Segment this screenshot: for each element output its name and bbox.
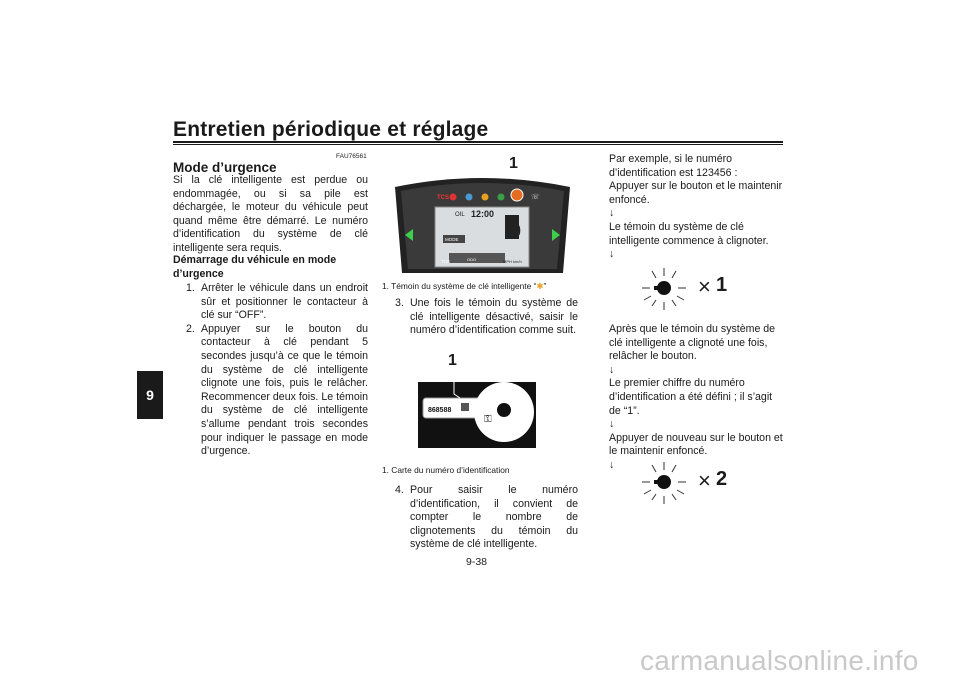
page-number: 9-38 — [466, 556, 488, 568]
step-item: 2. Appuyer sur le bouton du contacteur à clé pendant 5 secondes jusqu’à ce que le témoin du système de clé intelligente clignote une fois, puis le relâcher. Recommencer deux fois. Le témoin du système de clé intelligente s’allume pendant trois secondes pour indiquer le passage en mode d’urgence. — [186, 322, 368, 458]
instruction-blink-start: Le témoin du système de clé intelligente commence à clignoter. — [609, 220, 769, 247]
arrow-down: ↓ — [609, 363, 615, 376]
arrow-down: ↓ — [609, 458, 615, 471]
blink-figure-2 — [640, 460, 750, 510]
page-title: Entretien périodique et réglage — [173, 118, 489, 141]
subheading: Démarrage du véhicule en mode d’urgence — [173, 254, 337, 280]
svg-text:TCS: TCS — [437, 195, 449, 201]
figure2-caption: 1. Carte du numéro d’identification — [382, 465, 510, 475]
id-card-image — [418, 352, 536, 450]
key-icon: ⚿ — [484, 414, 492, 425]
arrow-down: ↓ — [609, 418, 615, 431]
step-item: 4. Pour saisir le numéro d’identification, il convient de compter le nombre de clignotements du témoin du système de clé intelligente. — [395, 484, 578, 551]
svg-text:☏: ☏ — [531, 194, 540, 201]
example-paragraph: Par exemple, si le numéro d’identification est 123456 : — [609, 153, 738, 179]
step-item: 1. Arrêter le véhicule dans un endroit sûr et positionner le contacteur à clé sur “OFF”. — [186, 282, 368, 322]
instruction-release: Après que le témoin du système de clé intelligente a clignoté une fois, relâcher le bouton. — [609, 323, 776, 363]
arrow-down: ↓ — [609, 207, 615, 220]
svg-text:TCS: TCS — [441, 259, 450, 264]
chapter-tab: 9 — [137, 371, 163, 419]
right-column-top — [609, 153, 785, 262]
right-column-middle — [609, 323, 785, 473]
times-sign: × — [698, 274, 711, 299]
blinking-key-icon — [640, 460, 700, 510]
section-title: Mode d’urgence — [173, 160, 277, 175]
smart-key-icon: ✱ — [536, 281, 544, 291]
svg-text:0: 0 — [511, 221, 522, 241]
svg-text:OIL: OIL — [455, 212, 465, 218]
svg-text:868588: 868588 — [428, 407, 452, 414]
section-code: FAU76561 — [336, 153, 367, 160]
figure1-caption: 1. Témoin du système de clé intelligente “✱” — [382, 281, 547, 291]
svg-text:MODE: MODE — [445, 237, 459, 242]
header-rule — [173, 141, 783, 143]
steps-list-b — [382, 297, 578, 338]
intro-paragraph: Si la clé intelligente est perdue ou endommagée, ou si sa pile est déchargée, le moteur du véhicule peut quand même être démarré. Le numéro d’identification du système de clé intelligente sera requis. — [173, 174, 368, 254]
steps-list-c — [382, 484, 578, 552]
step-item: 3. Une fois le témoin du système de clé intelligente désactivé, saisir le numéro d’identification comme suit. — [395, 297, 578, 337]
instruction-first-digit: Le premier chiffre du numéro d’identification a été défini ; il s’agit de “1”. — [609, 377, 773, 417]
svg-text:12:00: 12:00 — [471, 209, 495, 219]
blinking-key-icon — [640, 266, 700, 316]
instruction-press-again: Appuyer de nouveau sur le bouton et le maintenir enfoncé. — [609, 431, 783, 458]
arrow-down: ↓ — [609, 248, 615, 261]
blink-count-2: 2 — [716, 468, 728, 490]
instrument-cluster-image — [385, 155, 580, 277]
figure-id-card — [418, 352, 536, 450]
figure-instrument-cluster — [385, 155, 580, 277]
blink-count-1: 1 — [716, 274, 728, 296]
watermark: carmanualsonline.info — [640, 645, 919, 676]
header-rule-thin — [173, 144, 783, 145]
steps-list-a — [173, 282, 368, 459]
figure1-callout: 1 — [509, 155, 518, 172]
figure2-callout: 1 — [448, 352, 457, 369]
instruction-hold: Appuyer sur le bouton et le maintenir enfoncé. — [609, 180, 783, 206]
svg-text:ODO: ODO — [467, 257, 477, 262]
blink-figure-1 — [640, 266, 750, 316]
times-sign: × — [698, 468, 711, 493]
svg-text:MPH km/h: MPH km/h — [503, 259, 522, 264]
